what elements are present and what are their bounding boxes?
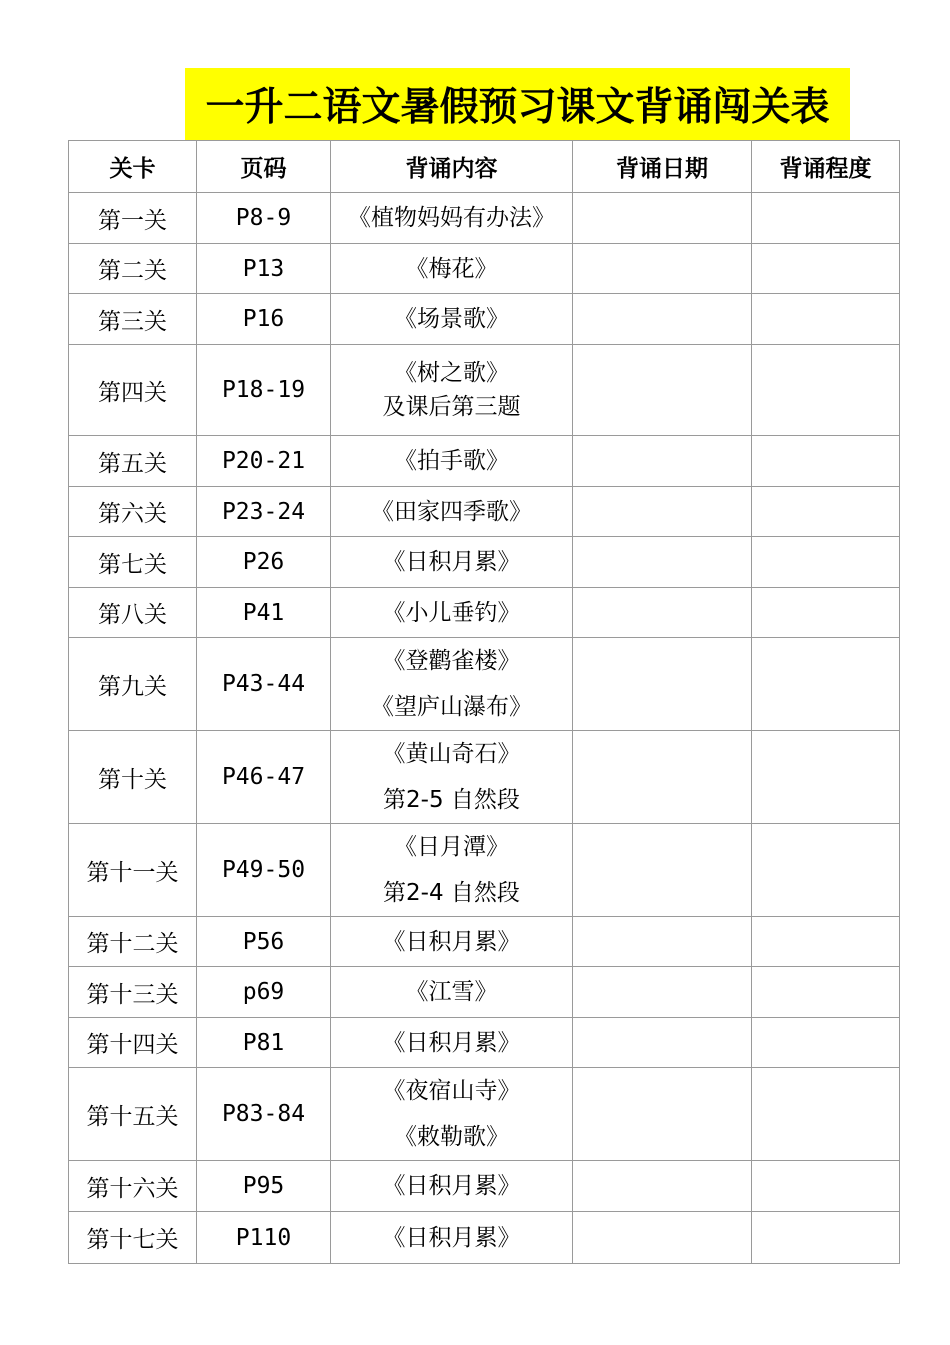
content-cell (331, 1212, 573, 1264)
content-line: 《黄山奇石》 (382, 741, 521, 767)
content-line: 第2-4 自然段 (383, 880, 520, 906)
table-row (69, 436, 900, 487)
content-cell (331, 487, 573, 537)
table-row (69, 1068, 900, 1161)
header-progress: 背诵程度 (752, 141, 900, 193)
level-cell: 第十七关 (69, 1212, 197, 1264)
page-title: 一升二语文暑假预习课文背诵闯关表 (205, 85, 830, 130)
title-banner (185, 68, 850, 140)
content-cell (331, 731, 573, 824)
table-row (69, 537, 900, 588)
content-line: 《梅花》 (405, 255, 498, 282)
level-cell: 第六关 (69, 487, 197, 537)
page-cell: P95 (197, 1161, 331, 1212)
date-cell[interactable] (573, 193, 752, 244)
date-cell[interactable] (573, 294, 752, 345)
table-row (69, 638, 900, 731)
level-cell: 第三关 (69, 294, 197, 345)
content-line: 《植物妈妈有办法》 (348, 205, 555, 231)
content-line: 《夜宿山寺》 (382, 1078, 521, 1104)
level-cell: 第四关 (69, 345, 197, 436)
page-cell: P83-84 (197, 1068, 331, 1161)
content-cell (331, 638, 573, 731)
progress-cell[interactable] (752, 487, 900, 537)
progress-cell[interactable] (752, 638, 900, 731)
content-cell (331, 193, 573, 244)
level-cell: 第五关 (69, 436, 197, 487)
table-row (69, 193, 900, 244)
level-cell: 第二关 (69, 244, 197, 294)
level-cell: 第八关 (69, 588, 197, 638)
page-cell: P49-50 (197, 824, 331, 917)
table-row (69, 588, 900, 638)
header-page: 页码 (197, 141, 331, 193)
page-cell: P16 (197, 294, 331, 345)
progress-cell[interactable] (752, 193, 900, 244)
date-cell[interactable] (573, 537, 752, 588)
page-cell: P110 (197, 1212, 331, 1264)
progress-cell[interactable] (752, 1212, 900, 1264)
date-cell[interactable] (573, 824, 752, 917)
content-cell (331, 1161, 573, 1212)
table-row (69, 731, 900, 824)
content-line: 《江雪》 (405, 979, 498, 1005)
recitation-table (68, 140, 900, 1264)
date-cell[interactable] (573, 487, 752, 537)
content-line: 《田家四季歌》 (371, 498, 532, 525)
page-cell: P8-9 (197, 193, 331, 244)
content-line: 《日积月累》 (382, 1224, 521, 1251)
progress-cell[interactable] (752, 1161, 900, 1212)
content-line: 《日积月累》 (382, 1173, 521, 1199)
date-cell[interactable] (573, 1068, 752, 1161)
page-cell: P43-44 (197, 638, 331, 731)
header-level: 关卡 (69, 141, 197, 193)
progress-cell[interactable] (752, 537, 900, 588)
date-cell[interactable] (573, 917, 752, 967)
content-cell (331, 1018, 573, 1068)
page-cell: P46-47 (197, 731, 331, 824)
content-line: 《望庐山瀑布》 (371, 694, 532, 720)
table-row (69, 1212, 900, 1264)
level-cell: 第七关 (69, 537, 197, 588)
date-cell[interactable] (573, 638, 752, 731)
table-row (69, 917, 900, 967)
content-line: 《日月潭》 (394, 834, 509, 860)
table-row (69, 1161, 900, 1212)
progress-cell[interactable] (752, 731, 900, 824)
content-line: 《敕勒歌》 (394, 1124, 509, 1150)
content-cell (331, 824, 573, 917)
page-cell: P81 (197, 1018, 331, 1068)
page-cell: P23-24 (197, 487, 331, 537)
content-line: 《场景歌》 (394, 306, 509, 332)
progress-cell[interactable] (752, 1018, 900, 1068)
content-line: 《日积月累》 (382, 928, 521, 955)
progress-cell[interactable] (752, 588, 900, 638)
header-date: 背诵日期 (573, 141, 752, 193)
level-cell: 第九关 (69, 638, 197, 731)
content-line: 《树之歌》 (394, 360, 509, 386)
page-cell: P56 (197, 917, 331, 967)
date-cell[interactable] (573, 244, 752, 294)
content-line: 及课后第三题 (382, 394, 521, 420)
content-cell (331, 588, 573, 638)
table-row (69, 824, 900, 917)
table-row (69, 244, 900, 294)
progress-cell[interactable] (752, 244, 900, 294)
progress-cell[interactable] (752, 824, 900, 917)
content-cell (331, 967, 573, 1018)
date-cell[interactable] (573, 1161, 752, 1212)
table-row (69, 967, 900, 1018)
progress-cell[interactable] (752, 294, 900, 345)
level-cell: 第十一关 (69, 824, 197, 917)
progress-cell[interactable] (752, 967, 900, 1018)
page-cell: p69 (197, 967, 331, 1018)
progress-cell[interactable] (752, 345, 900, 436)
header-content: 背诵内容 (331, 141, 573, 193)
table-row (69, 1018, 900, 1068)
content-cell (331, 244, 573, 294)
content-cell (331, 294, 573, 345)
content-cell (331, 537, 573, 588)
page-cell: P18-19 (197, 345, 331, 436)
progress-cell[interactable] (752, 917, 900, 967)
date-cell[interactable] (573, 588, 752, 638)
content-cell (331, 1068, 573, 1161)
level-cell: 第一关 (69, 193, 197, 244)
content-cell (331, 917, 573, 967)
page-cell: P26 (197, 537, 331, 588)
content-line: 《拍手歌》 (394, 448, 509, 474)
date-cell[interactable] (573, 1018, 752, 1068)
table-row (69, 294, 900, 345)
content-line: 第2-5 自然段 (383, 787, 520, 813)
table-body (69, 193, 900, 1264)
date-cell[interactable] (573, 967, 752, 1018)
level-cell: 第十四关 (69, 1018, 197, 1068)
date-cell[interactable] (573, 436, 752, 487)
progress-cell[interactable] (752, 436, 900, 487)
level-cell: 第十二关 (69, 917, 197, 967)
content-line: 《小儿垂钓》 (382, 599, 521, 626)
page-cell: P41 (197, 588, 331, 638)
content-line: 《日积月累》 (382, 1029, 521, 1056)
level-cell: 第十六关 (69, 1161, 197, 1212)
level-cell: 第十三关 (69, 967, 197, 1018)
date-cell[interactable] (573, 345, 752, 436)
level-cell: 第十五关 (69, 1068, 197, 1161)
page-cell: P13 (197, 244, 331, 294)
content-cell (331, 436, 573, 487)
date-cell[interactable] (573, 731, 752, 824)
page-cell: P20-21 (197, 436, 331, 487)
table-header-row (69, 141, 900, 193)
content-cell (331, 345, 573, 436)
table-row (69, 487, 900, 537)
level-cell: 第十关 (69, 731, 197, 824)
progress-cell[interactable] (752, 1068, 900, 1161)
content-line: 《登鹳雀楼》 (382, 648, 521, 674)
table-row (69, 345, 900, 436)
date-cell[interactable] (573, 1212, 752, 1264)
content-line: 《日积月累》 (382, 549, 521, 575)
